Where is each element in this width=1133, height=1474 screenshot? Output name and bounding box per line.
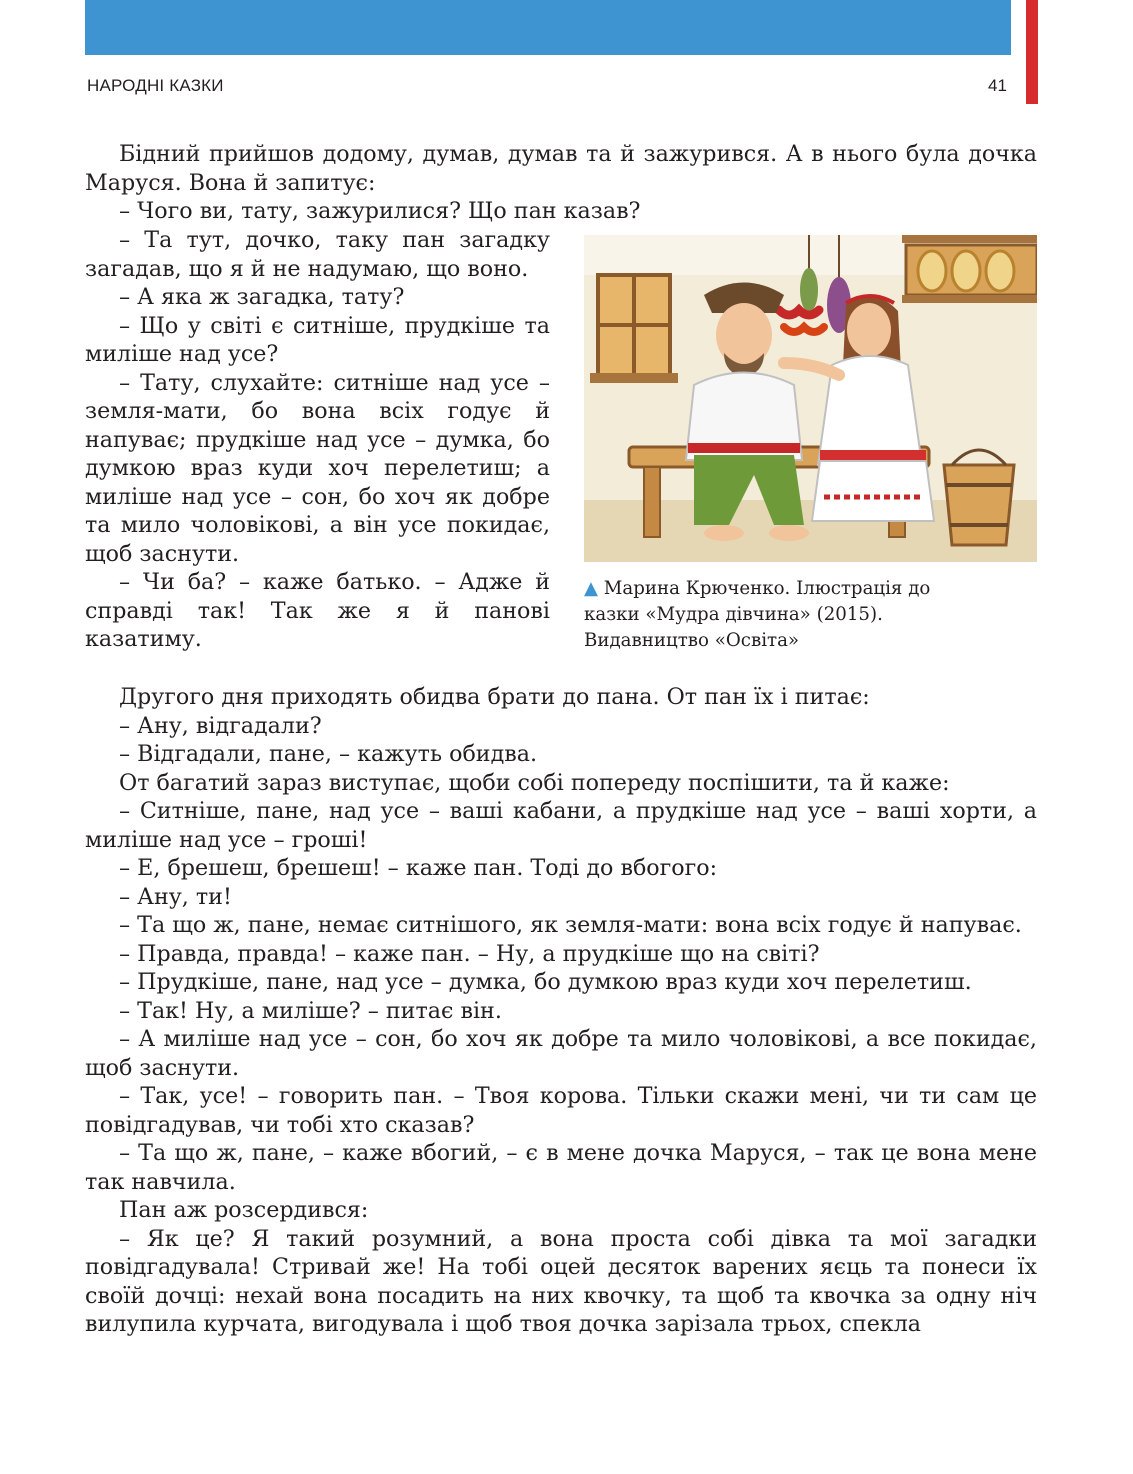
- header-band: [85, 0, 1011, 55]
- paragraph: – Е, брешеш, брешеш! – каже пан. Тоді до вбогого:: [119, 855, 718, 881]
- caption-line: Марина Крюченко. Ілюстрація до: [603, 578, 931, 599]
- paragraph: – Ану, відгадали?: [119, 712, 322, 739]
- paragraph: Пан аж розсердився:: [119, 1197, 369, 1223]
- paragraph: – Що у світі є ситніше, прудкіше та миліше над усе?: [85, 312, 550, 367]
- paragraph: – А миліше над усе – сон, бо хоч як добре та мило чоловікові, а все покидає, щоб заснути.: [85, 1026, 1037, 1081]
- paragraph: – Прудкіше, пане, над усе – думка, бо думкою враз куди хоч перелетиш.: [119, 969, 972, 995]
- paragraph: – Чого ви, тату, зажурилися? Що пан казав?: [119, 198, 641, 224]
- caption-line: казки «Мудра дівчина» (2015).: [584, 604, 883, 625]
- text-block-top: [85, 140, 1037, 226]
- text-block-left: [85, 226, 550, 654]
- page-number: 41: [988, 76, 1007, 95]
- paragraph: Другого дня приходять обидва брати до пана. От пан їх і питає:: [119, 684, 870, 710]
- page-edge-marker: [1026, 0, 1038, 104]
- paragraph: – Та тут, дочко, таку пан загадку загадав, що я й не надумаю, що воно.: [85, 227, 550, 282]
- paragraph: – Ситніше, пане, над усе – ваші кабани, а прудкіше над усе – ваші хорти, а миліше над усе – гроші!: [85, 798, 1037, 853]
- paragraph: – А яка ж загадка, тату?: [119, 284, 405, 310]
- paragraph: От багатий зараз виступає, щоби собі попереду поспішити, та й каже:: [119, 769, 950, 796]
- paragraph: – Та що ж, пане, – каже вбогий, – є в мене дочка Маруся, – так це вона мене так навчила.: [85, 1140, 1037, 1195]
- text-block-bottom: [85, 683, 1037, 1339]
- wooden-bucket: [944, 450, 1014, 545]
- paragraph: – Тату, слухайте: ситніше над усе – земля-мати, бо вона всіх годує й напуває; прудкіше над усе – думка, бо думкою враз куди хоч перелетиш; а миліше над усе – сон, бо хоч як добре та мило чоловікові, а він усе покидає, щоб заснути.: [85, 369, 550, 567]
- paragraph: – Ану, ти!: [119, 883, 232, 910]
- paragraph: – Так, усе! – говорить пан. – Твоя корова. Тільки скажи мені, чи ти сам це повідгадував, чи тобі хто сказав?: [85, 1083, 1037, 1138]
- paragraph: – Та що ж, пане, немає ситнішого, як земля-мати: вона всіх годує й напуває.: [119, 912, 1022, 938]
- paragraph: – Відгадали, пане, – кажуть обидва.: [119, 741, 538, 767]
- paragraph: – Правда, правда! – каже пан. – Ну, а прудкіше що на світі?: [119, 940, 820, 967]
- shelf: [902, 235, 1037, 303]
- window: [590, 275, 678, 383]
- story-illustration: [584, 235, 1037, 562]
- paragraph: – Так! Ну, а миліше? – питає він.: [119, 997, 502, 1024]
- caption-line: Видавництво «Освіта»: [584, 630, 800, 651]
- caption-marker-icon: ▲: [584, 578, 598, 599]
- paragraph: – Чи ба? – каже батько. – Адже й справді так! Так же я й панові казатиму.: [85, 569, 550, 652]
- paragraph: Бідний прийшов додому, думав, думав та й зажурився. А в нього була дочка Маруся. Вона й запитує:: [85, 141, 1037, 196]
- paragraph: – Як це? Я такий розумний, а вона проста собі дівка та мої загадки повідгадувала! Стривай же! На тобі оцей десяток варених яєць та понеси їх своїй дочці: нехай вона посадить на них квочку, та щоб та квочка за одну ніч вилупила курчата, вигодувала і щоб твоя дочка зарізала трьох, спекла: [85, 1225, 1037, 1337]
- section-title: НАРОДНІ КАЗКИ: [87, 76, 224, 95]
- illustration-caption: [584, 576, 1014, 654]
